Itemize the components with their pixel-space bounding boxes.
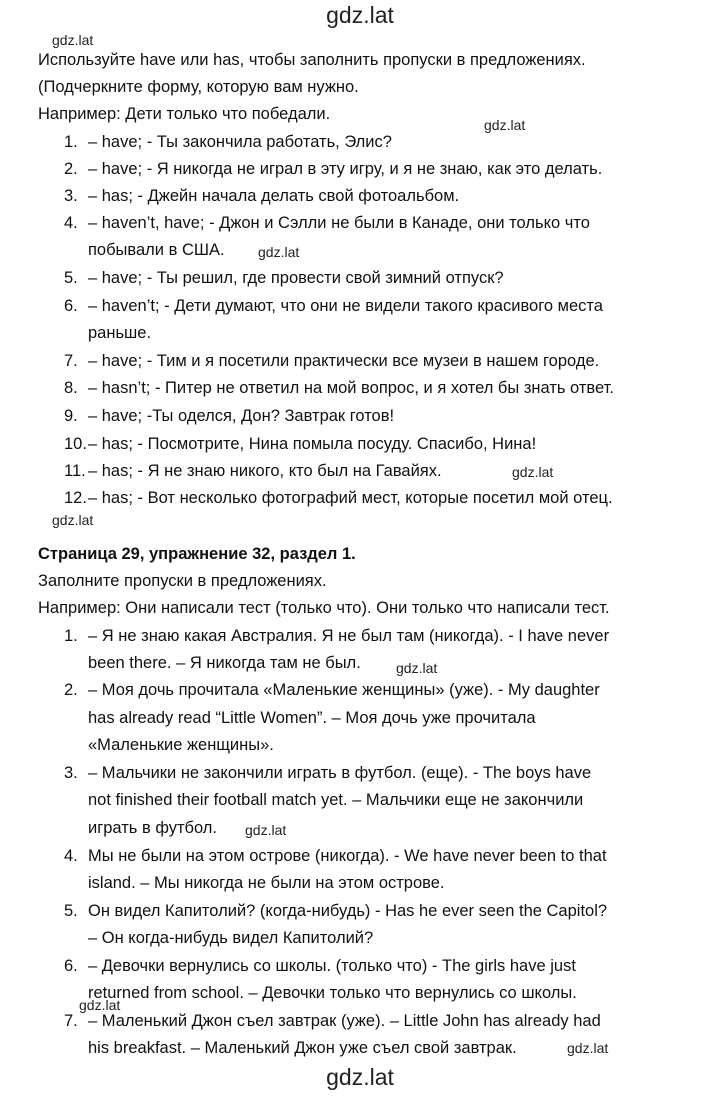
watermark: gdz.lat bbox=[52, 512, 94, 528]
section2-example: Например: Они написали тест (только что). Они только что написали тест. bbox=[38, 599, 610, 617]
section2-intro: Заполните пропуски в предложениях. bbox=[38, 572, 327, 590]
section1-example: Например: Дети только что победали. bbox=[38, 105, 331, 123]
watermark: gdz.lat bbox=[512, 464, 554, 480]
watermark: gdz.lat bbox=[567, 1040, 609, 1056]
section1-intro: Используйте have или has, чтобы заполнить пропуски в предложениях. bbox=[38, 51, 586, 69]
watermark: gdz.lat bbox=[245, 822, 287, 838]
watermark: gdz.lat bbox=[396, 660, 438, 676]
section1-intro: (Подчеркните форму, которую вам нужно. bbox=[38, 78, 359, 96]
watermark: gdz.lat bbox=[52, 32, 94, 48]
watermark: gdz.lat bbox=[484, 117, 526, 133]
section2-heading: Страница 29, упражнение 32, раздел 1. bbox=[38, 545, 356, 563]
watermark: gdz.lat bbox=[258, 244, 300, 260]
watermark: gdz.lat bbox=[79, 997, 121, 1013]
header-watermark: gdz.lat bbox=[326, 2, 394, 28]
footer-watermark: gdz.lat bbox=[326, 1064, 394, 1090]
